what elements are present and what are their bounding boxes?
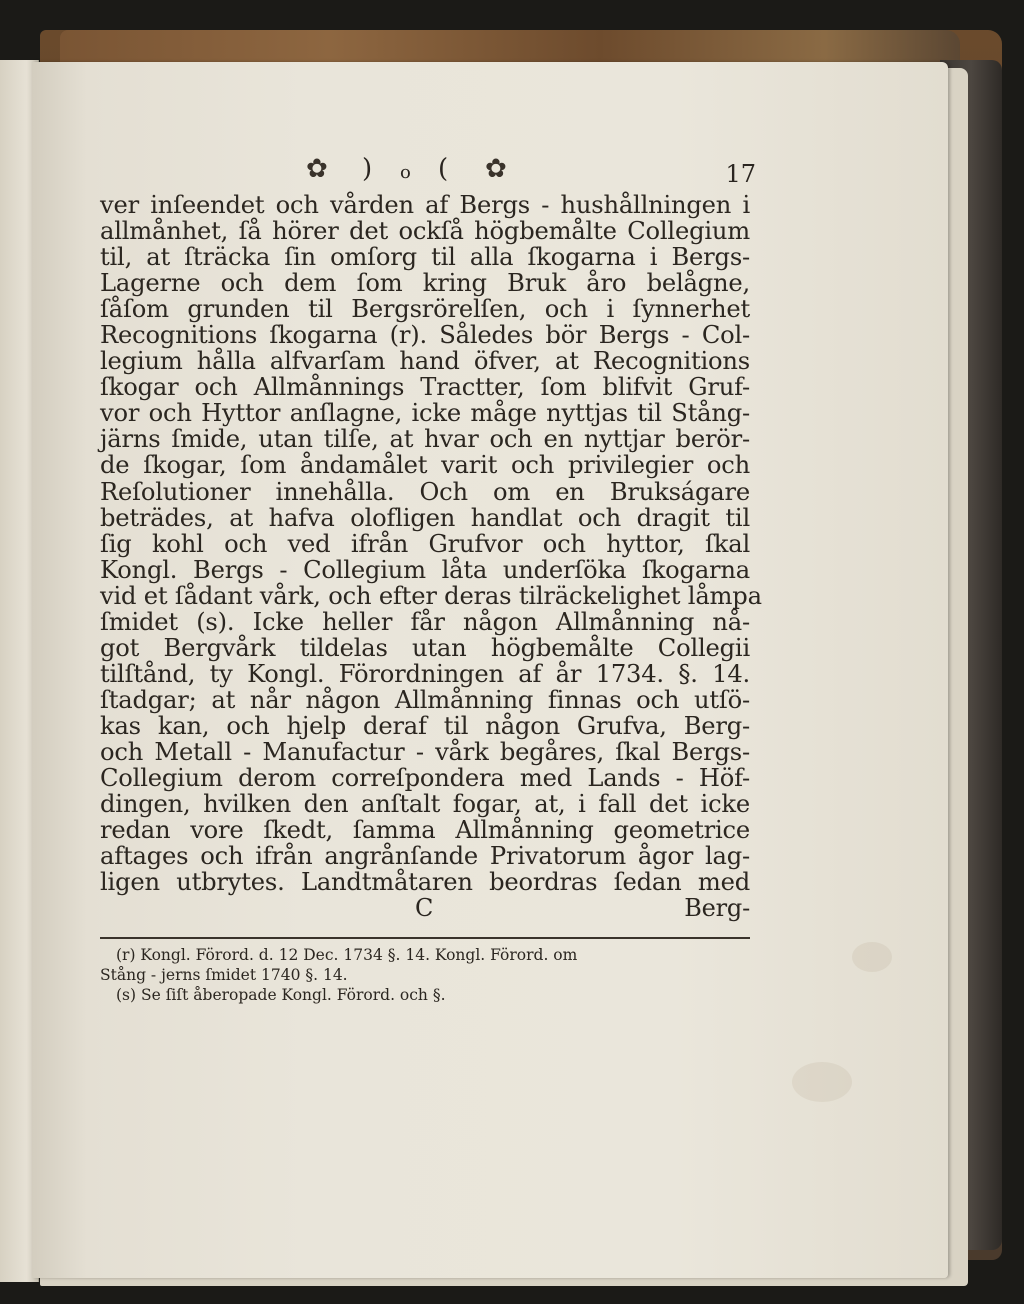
header-bracket: ) [362,154,373,184]
signature-mark: C [415,894,434,923]
header-circle: o [400,162,411,183]
text-line: de ſkogar, ſom åndamålet varit och privilegier och [100,451,750,480]
text-line: Kongl. Bergs - Collegium låta underſöka ſkogarna [100,555,750,584]
text-line: och Metall - Manufactur - vårk begåres, ſkal Bergs- [100,737,750,766]
body-text [100,191,762,923]
text-line: ligen utbrytes. Landtmåtaren beordras ſedan med [100,868,750,897]
running-header [100,152,756,192]
text-line: ſmidet (s). Icke heller får någon Allmånning nå- [100,607,750,636]
text-line: ſåſom grunden til Bergsrörelſen, och i ſynnerhet [100,295,750,324]
text-line: vor och Hyttor anſlagne, icke måge nyttjas til Stång- [100,399,750,428]
flower-ornament-icon: ✿ [485,154,507,184]
signature-line [100,895,750,923]
text-line: legium hålla alfvarſam hand öfver, at Recognitions [100,347,750,376]
footnotes [100,945,750,1005]
text-line: got Bergvårk tildelas utan högbemålte Collegii [100,633,750,662]
text-line: Collegium derom correſpondera med Lands - Höf- [100,764,750,793]
text-line: ſig kohl och ved ifrån Grufvor och hyttor, ſkal [100,529,750,558]
footnote-line: (r) Kongl. Förord. d. 12 Dec. 1734 §. 14. Kongl. Förord. om [116,946,578,965]
text-line: Recognitions ſkogarna (r). Således bör Bergs - Col- [100,321,750,350]
text-line: ſkogar och Allmånnings Tractter, ſom blifvit Gruf- [100,373,750,402]
catchword: Berg- [684,894,750,923]
text-line: beträdes, at hafva olofligen handlat och dragit til [100,503,750,532]
text-line: tilſtånd, ty Kongl. Förordningen af år 1734. §. 14. [100,659,750,688]
text-line: til, at ſträcka ſin omſorg til alla ſkogarna i Bergs- [100,243,750,272]
footnote-rule [100,937,750,939]
text-line: dingen, hvilken den anſtalt fogar, at, i fall det icke [100,790,750,819]
paper-stain [792,1062,852,1102]
text-line: allmånhet, ſå hörer det ockſå högbemålte Collegium [100,217,750,246]
text-line: kas kan, och hjelp deraf til någon Grufva, Berg- [100,711,750,740]
footnote-line: Stång - jerns ſmidet 1740 §. 14. [100,966,348,985]
text-line: Lagerne och dem ſom kring Bruk åro belågne, [100,269,750,298]
page-number: 17 [725,160,756,188]
flower-ornament-icon: ✿ [306,154,328,184]
text-line: ſtadgar; at når någon Allmånning finnas och utſö- [100,685,750,714]
page-content [100,152,762,1005]
text-line: ver inſeendet och vården af Bergs - hushållningen i [100,191,750,219]
text-line: vid et ſådant vårk, och efter deras tilräckelighet låmpa [100,581,762,610]
paper-stain [852,942,892,972]
footnote-line: (s) Se ſiſt åberopade Kongl. Förord. och §. [116,986,446,1005]
text-line: aftages och ifrån angrånſande Privatorum ågor lag- [100,842,750,871]
text-line: järns ſmide, utan tilſe, at hvar och en nyttjar berör- [100,425,750,454]
text-line: redan vore ſkedt, ſamma Allmånning geometrice [100,816,750,845]
book-page [32,62,948,1278]
header-bracket: ( [438,154,449,184]
text-line: Reſolutioner innehålla. Och om en Brukságare [100,477,750,506]
